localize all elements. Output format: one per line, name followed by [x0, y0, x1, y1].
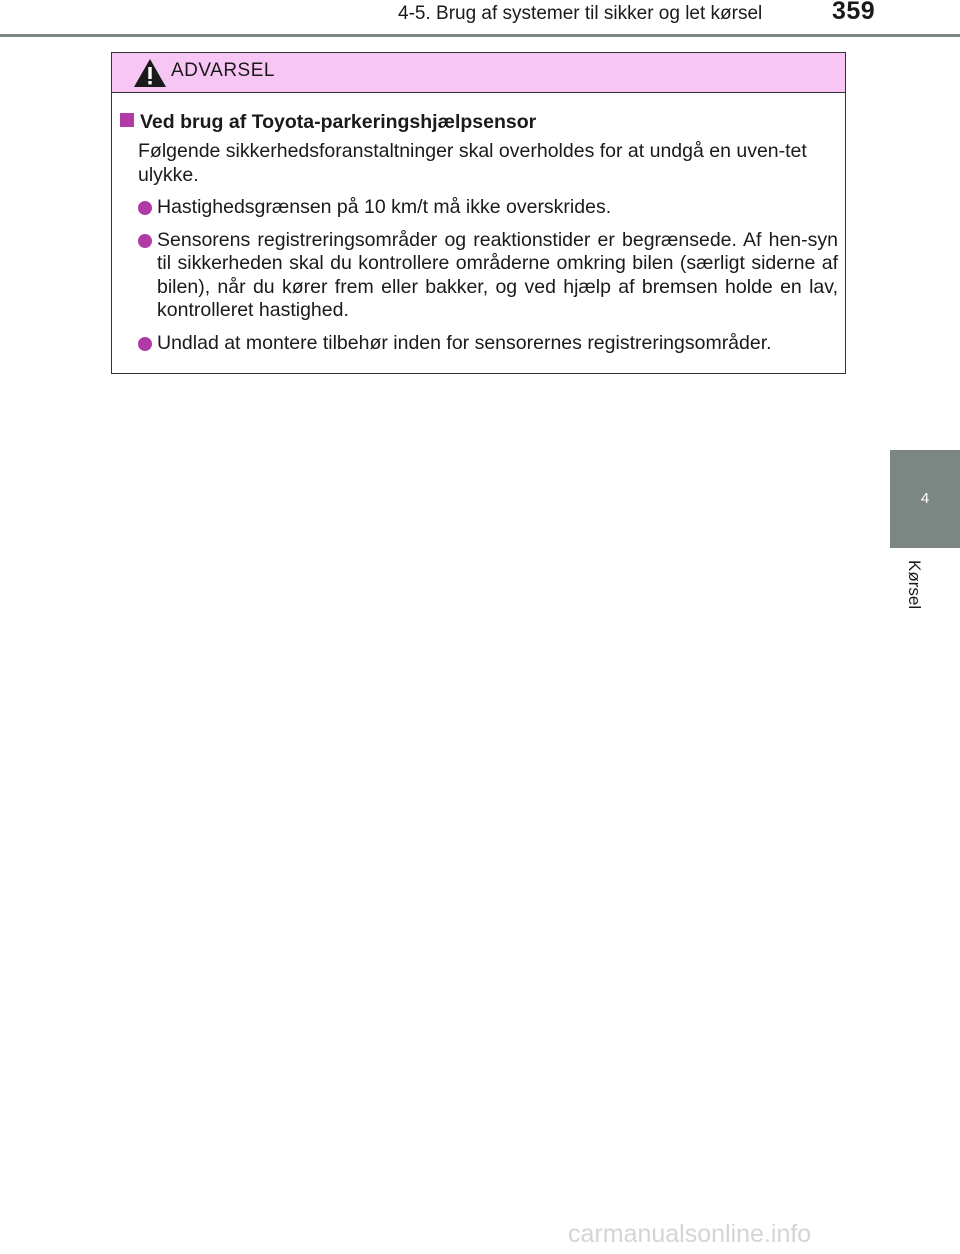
- chapter-number: 4: [920, 490, 930, 507]
- square-bullet-icon: [120, 113, 134, 127]
- warning-box: [111, 52, 846, 374]
- round-bullet-icon: [138, 337, 152, 351]
- list-item-text: Undlad at montere tilbehør inden for sensorernes registreringsområder.: [157, 331, 772, 354]
- list-item: [138, 196, 838, 220]
- round-bullet-icon: [138, 201, 152, 215]
- chapter-label: Kørsel: [905, 560, 924, 610]
- bullet-list: [138, 196, 838, 364]
- list-item-text: Sensorens registreringsområder og reaktionstider er begrænsede. Af hen-syn til sikkerheden skal du kontrollere områderne omkring bilen (særligt siderne af bilen), når du kører frem eller bakker, og ved hjælp af bremsen holde en lav, kontrolleret hastighed.: [157, 228, 838, 321]
- page-header: [0, 0, 960, 40]
- chapter-side-tab: [890, 450, 960, 548]
- warning-header: [112, 53, 845, 93]
- warning-triangle-icon: [133, 58, 167, 88]
- list-item: [138, 229, 838, 323]
- list-item: [138, 332, 838, 356]
- page-number: 359: [832, 0, 876, 25]
- watermark: carmanualsonline.info: [568, 1220, 812, 1248]
- section-heading: [120, 111, 536, 134]
- intro-paragraph: Følgende sikkerhedsforanstaltninger skal overholdes for at undgå en uven-tet ulykke.: [138, 140, 807, 186]
- chapter-title: 4-5. Brug af systemer til sikker og let kørsel: [398, 3, 763, 24]
- header-rule: [0, 34, 960, 37]
- round-bullet-icon: [138, 234, 152, 248]
- list-item-text: Hastighedsgrænsen på 10 km/t må ikke overskrides.: [157, 196, 612, 218]
- warning-title: ADVARSEL: [171, 60, 275, 81]
- section-heading-text: Ved brug af Toyota-parkeringshjælpsensor: [140, 111, 537, 133]
